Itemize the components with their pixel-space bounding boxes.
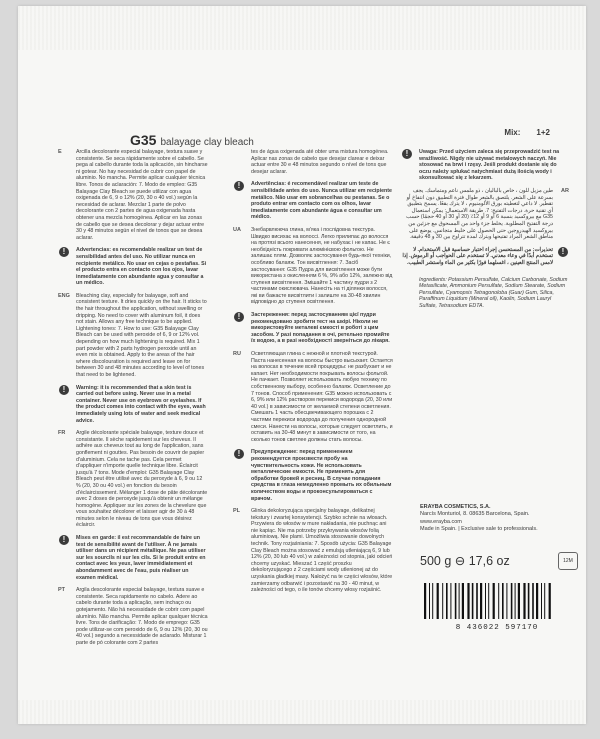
language-code: AR (561, 187, 569, 194)
language-code: ENG (58, 292, 70, 299)
warning-pl (401, 149, 569, 182)
section-text: Arcilla decolorante especial balayage, textura suave y consistente. Se seca rápidamente sobre el cabello. Se pega al cabello durante toda la aplicación, sin hincharse ni gotear. No hay necesidad de cubrir con papel de aluminio. No mancha. Permite aplicar cualquier técnica libre. Tonos de aclaración: 7. Modo de empleo: G35 Balayage Clay Bleach se puede utilizar con agua oxigenada de 6, 9 o 12% (20, 30 o 40 vol.) según la necesidad de aclarar. Mezclar 1 parte de polvo decolorante con 2 partes de agua oxigenada hasta obtener una mezcla homogénea. Aplicar en las zonas de cabello que se desea decolorar y dejar actuar entre 30 y 48 minutos según el nivel de tonos que se desea aclarar. (76, 149, 208, 241)
section-pt-continued (233, 149, 393, 175)
section-pl (233, 508, 393, 594)
language-code: UA (233, 226, 241, 233)
warning-ru (233, 449, 393, 502)
net-weight: 500 g ⊖ 17,6 oz (420, 554, 510, 568)
company-name: ERAYBA COSMETICS, S.A. (420, 504, 491, 510)
product-header (130, 132, 254, 148)
section-text: Argila descolorante especial balayage, textura suave e consistente. Seca rapidamente no cabelo. Adere ao cabelo durante toda a aplicação, sem inchaço ou gotejamento. Não há necessidade de cobrir com papel alumínio. Não mancha. Permite aplicar qualquer técnica livre. Tons de clarificação: 7. Modo de emprego: G35 pode utilizar-se com peroxido de 6, 9 ou 12% (20, 30 ou 40 vol.) segundo a necessidade de aclarado. Misturar 1 parte de pó colorante com 2 partes (76, 587, 208, 646)
company-website: www.erayba.com (420, 518, 462, 525)
section-ua (233, 227, 393, 306)
section-fr (58, 430, 208, 529)
section-pt (58, 587, 208, 646)
barcode-bars-icon (422, 583, 572, 619)
warning-ar (401, 247, 569, 267)
warning-eng (58, 385, 208, 425)
manufacturer-info (420, 504, 590, 534)
section-text: طين مزيل للون ، خاص بالباليان ، ذو ملمس ناعم ومتماسك. يجف بسرعة على الشعر. يلتصق بالشعر طوال فترة التطبيق دون انتفاخ أو تقطير. لا داعي لتغطيته بورق الألومنيوم ، لا يترك بقعًا. يسمح بتطبيق أي تقنية حرة. درجات التفتيح: 7. طريقة الاستعمال: يمكن استعمال G35 مع بيروكسيد بنسبة 6 أو 9 أو 12٪ (20 أو 30 أو 40 حجمًا) حسب درجة التفتيح المطلوبة. يخلط جزء واحد من المسحوق مع جزئين من بيروكسيد الهيدروجين حتى الحصول على خليط متجانس. يوضع على مناطق الشعر المراد تفتيحها ويترك لمدة تتراوح بين 30 و 48 دقيقة. (406, 187, 553, 241)
warning-text: Advertências: é recomendável realizar um teste de sensibilidade antes do uso. Nunca utilizar em recipiente metálico. Não usar em sobrancelhas ou pestanas. Se o produto entrar em contacto com os olhos, lavar imediatamente com abundante água e consultar um médico. (251, 181, 392, 221)
section-ru (233, 351, 393, 443)
warning-text: Advertencias: es recomendable realizar un test de sensibilidad antes del uso. No utilizar nunca en recipiente metálico. No usar en cejas o pestañas. Si el producto entra en contacto con los ojos, lavar inmediatamente con abundante agua y consultar a un médico. (76, 247, 207, 287)
section-text: Знебарвлююча глина, м'яка і послідовна текстура. Швидко висихає на волоссі. Легко прилипає до волосся на протязі всього нанесення, не набухає і не капає. Не є необхідність покривати алюмінієвою фольгою. Не залишає плям. Дозволяє застосування будь-якої техніки, особливо балаяж. Тон висвітлення: 7. Засіб застосування: G35 Пудра для висвітлення може бути використана з окисленням 6 %, 9% або 12%, залежно від ступеня висвітлення. Змішайте 1 частину пудри з 2 частинами окислювача. Нанесіть на ті ділянки волосся, які ви бажаєте висвітлити і залиште на 30-48 хвилин відповідно до ступеня освітлення. (251, 226, 393, 306)
warning-icon: ! (59, 247, 69, 257)
barcode-digits: 8 436022 597170 (455, 624, 539, 632)
section-text: tes de água oxigenada até obter uma mistura homogénea. Aplicar nas zonas de cabelo que desejar clarear e deixar actuar entre 30 e 48 minutos segundo o nível de tons que desejar aclarar. (251, 149, 389, 175)
warning-text: Застереження: перед застосуванням цієї пудри рекомендовано зробити тест на шкірі. Ніколи не використовуйте металеві ємкості в роботі з цим засобом. У разі попадання в очі, ретельно промийте їх водою, а в разі необхідності зверніться до лікаря. (251, 312, 390, 345)
ingredients-list: Ingredients: Potassium Persulfate, Calcium Carbonate, Sodium Metasilicate, Ammonium Persulfate, Sodium Stearate, Sodium Persulfate, Cyamopsis Tetragonoloba (Guar) Gum, Silica, Paraffinum Liquidum (Mineral oil), Kaolin, Sodium Lauryl Sulfate, Tetrasodium EDTA. (419, 276, 568, 309)
language-code: E (58, 149, 62, 155)
barcode (422, 583, 572, 632)
text-column-3 (401, 149, 569, 309)
language-code: PL (233, 508, 241, 515)
section-ar (401, 188, 569, 241)
product-packaging (18, 6, 586, 724)
mix-value: 1+2 (536, 128, 550, 137)
brand-name: G35 (130, 132, 157, 148)
text-column-2 (233, 149, 393, 600)
language-code: RU (233, 351, 241, 358)
section-eng (58, 293, 208, 379)
section-text: Glinka dekoloryzująca specjalny balayage, delikatnej tekstury i zwartej konsystencji. Szybko schnie na włosach. Przywiera do włosów w mure nakładania, nie puchnąc ani nie kapiąc. Nie ma potrzeby przykrywania włosów folią aluminiową. Nie plami. Umożliwia stosowanie dowolnych technik. Tony rozjaśniania: 7. Sposób użycia: G35 Balayage Clay Bleach można stosować z emulsją utleniającą 6, 9 lub 12% (20, 30 lub 40 vol.) w zależności od stopnia, jaki odcień chcemy uzyskać. Mieszać 1 część proszku dekoloryzującego z 2 częściami wody utlenionej aż do uzyskania gładkiej masy. Nałożyć na te części włosów, które zamierzamy odbarwić i pozostawić na 30 - 40 minut, w zależności od tego, o ile tonów chcemy włosy rozjaśnić. (251, 508, 393, 594)
mix-label: Mix: (504, 128, 521, 137)
warning-fr (58, 535, 208, 581)
period-after-opening-icon: 12M (558, 552, 578, 570)
warning-text: Mises en garde: il est recommandable de faire un test de sensibilité avant de l'utiliser. À ne jamais utiliser dans un récipient métallique. Ne pas utiliser sur les sourcils ni sur les cils. Si le produit entre en contact avec les yeux, laver immédiatement et abondamment avec de l'eau, puis réaliser un examen médical. (76, 535, 206, 581)
warning-icon: ! (234, 181, 244, 191)
section-text: Осветляющая глина с нежной и плотной текстурой. Паста нанесенная на волосы быстро высыхает. Остается на волосах в течение всей процедуры: не разбухает и не капает. Нет необходимости покрывать волосы фольгой. Не пачкает. Позволяет использовать любую технику по собственному выбору, особенно балаяж. Осветление до 7 тонов. Способ применения: G35 можно использовать с 6, 9% или 12% раствором перекиси водорода (20, 30 или 40 vol.) в зависимости от желаемой степени осветления. Смешать 1 часть обесцвечивающего порошка с 2 частями перекиси водорода до получения однородной смеси. Нанести на волосы, которые следует осветлить, и оставить на 30-48 минут в зависимости от того, на сколько тонов светлее должны стать волосы. (251, 351, 393, 443)
language-code: FR (58, 430, 66, 437)
section-text: Argile décolorante spéciale balayage, texture douce et consistante. Il sèche rapidement sur les cheveux. Il adhère aux cheveux tout au long de l'application, sans gonflement ni gouttes. Pas besoin de couvrir de papier d'aluminium. Cela ne tache pas. Cela permet d'appliquer n'importe quelle technique libre. Éclaircit jusqu'à 7 tons. Mode d'emploi: G35 Balayage Clay Bleach peut être utilisé avec du peroxyde à 6, 9 ou 12 % (20, 30 ou 40 vol.) en fonction du besoin d'éclaircissement. Mélanger 1 dose de pâte décolorante avec 2 doses de peroxyde jusqu'à obtenir un mélange homogène. Appliquer sur les zones de la chevelure que vous souhaitez décolorer et laisser agir de 30 à 48 minutes selon le niveau de tons que vous désirez éclaircir. (76, 430, 208, 529)
section-text: Bleaching clay, especially for balayage, soft and consistent texture. It dries quickly on the hair. It sticks to the hair throughout the application, without swelling or dripping. No need to cover with aluminum foil, it does not stain. Allows any free technique to be applied. Lightening tones: 7. How to use: G35 Balayage Clay Bleach can be used with peroxide of 6, 9 or 12% vol. depending on how much lightening is required. Mix 1 part powder with 2 parts hydrogen peroxide until an even mix is obtained. Apply to the areas of the hair where discolouration is required and leave on for between 30 and 48 minutes according to level of tones that need to be lightened. (76, 292, 207, 378)
warning-icon: ! (234, 312, 244, 322)
bottom-seal (18, 700, 586, 724)
warning-icon: ! (558, 247, 568, 257)
warning-icon: ! (402, 149, 412, 159)
warning-ua (233, 312, 393, 345)
warning-icon: ! (234, 449, 244, 459)
warning-icon: ! (59, 385, 69, 395)
warning-pt (233, 181, 393, 221)
warning-es (58, 247, 208, 287)
mix-ratio (504, 128, 550, 137)
product-subtitle: balayage clay bleach (160, 137, 254, 148)
warning-icon: ! (59, 535, 69, 545)
top-seal (18, 6, 586, 50)
warning-text: Uwaga: Przed użyciem zaleca się przeprowadzić test na wrażliwość. Nigdy nie używać metalowych naczyń. Nie stosować na brwi i rzęsy. Jeśli produkt dostanie się do oczu należy spłukać natychmiast dużą ilością wody i skonsultować się z lekarzem. (419, 149, 560, 182)
warning-text: Warning: it is recommended that a skin test is carried out before using. Never use in a metal container. Never use on eyebrows or eyelashes. If the product comes into contact with the eyes, wash immediately using lots of water and seek medical advice. (76, 384, 206, 424)
text-column-1 (58, 149, 208, 653)
company-address: Narcís Monturiol, 8. 08635 Barcelona, Spain. (420, 511, 530, 518)
section-es (58, 149, 208, 241)
made-in-notice: Made in Spain. | Exclusive sale to professionals. (420, 526, 538, 533)
warning-text: تحذيرات: من المستحسن إجراء اختبار حساسية قبل الاستخدام. لا تستخدم أبدًا في وعاء معدني. لا تستخدم على الحواجب أو الرموش. إذا لامس المنتج العينين ، اغسلهما فورًا بكثير من الماء واستشر الطبيب. (402, 246, 553, 266)
warning-text: Предупреждение: перед применением рекомендуется произвести пробу на чувствительность кожи. Не использовать металлические емкости. Не применять для обработки бровей и ресниц. В случае попадания средства в глаза немедленно промыть их обильным количеством воды и проконсультироваться с врачом. (251, 449, 392, 502)
language-code: PT (58, 587, 66, 594)
